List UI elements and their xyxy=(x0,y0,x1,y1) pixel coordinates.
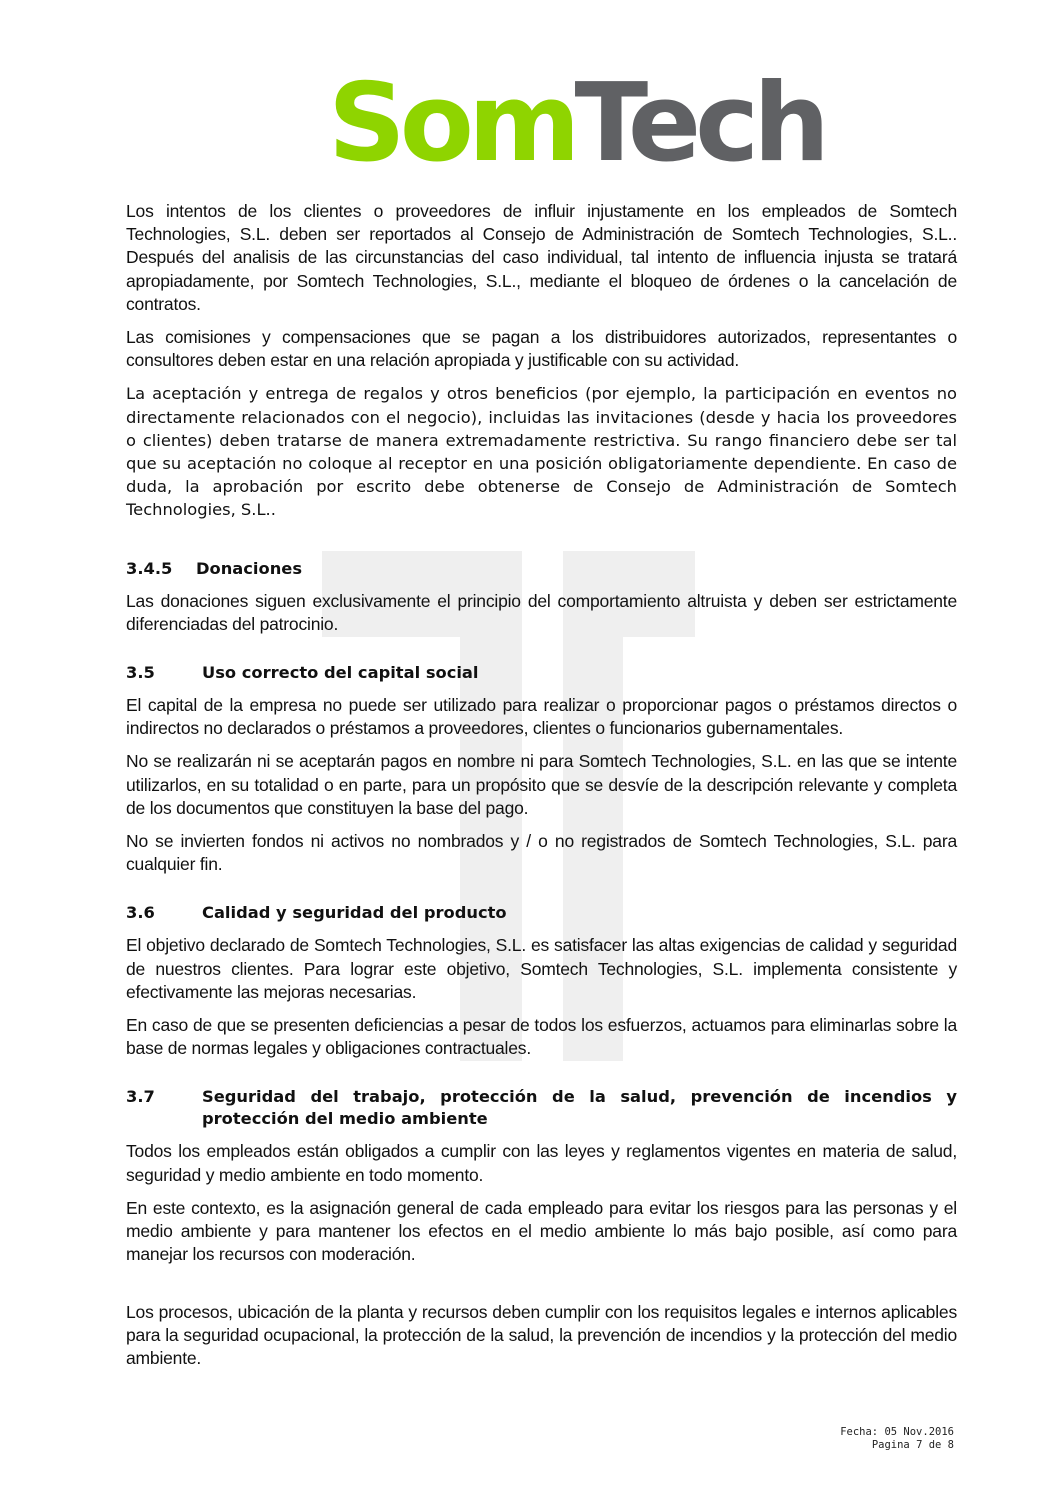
paragraph: No se invierten fondos ni activos no nombrados y / o no registrados de Somtech Technologies, S.L. para cualquier fin. xyxy=(126,831,957,875)
paragraph: No se realizarán ni se aceptarán pagos en nombre ni para Somtech Technologies, S.L. en las que se intente utilizarlos, en su totalidad o en parte, para un propósito que se desvíe de la descripción relevante y completa de los documentos que constituyen la base del pago. xyxy=(126,751,957,818)
footer-page-number: Pagina 7 de 8 xyxy=(871,1439,954,1451)
section-heading-3-7 xyxy=(126,1086,957,1130)
paragraph: Las donaciones siguen exclusivamente el principio del comportamiento altruista y deben ser estrictamente diferenciadas del patrocinio. xyxy=(126,590,957,634)
section-title: Seguridad del trabajo, protección de la salud, prevención de incendios y protección del medio ambiente xyxy=(202,1087,957,1129)
section-title: Calidad y seguridad del producto xyxy=(202,903,507,923)
paragraph: Las comisiones y compensaciones que se pagan a los distribuidores autorizados, representantes o consultores deben estar en una relación apropiada y justificable con su actividad. xyxy=(126,327,957,371)
somtech-logo xyxy=(328,61,824,186)
section-heading-3-5 xyxy=(126,662,957,684)
section-heading-3-6 xyxy=(126,902,957,924)
paragraph: El capital de la empresa no puede ser utilizado para realizar o proporcionar pagos o préstamos directos o indirectos no declarados o préstamos a proveedores, clientes o funcionarios gubernamentales. xyxy=(126,695,957,739)
document-body xyxy=(126,200,957,1380)
section-number: 3.4.5 xyxy=(126,558,173,578)
section-number: 3.7 xyxy=(126,1087,155,1107)
paragraph: Los intentos de los clientes o proveedores de influir injustamente en los empleados de Somtech Technologies, S.L. deben ser reportados al Consejo de Administración de Somtech Technologies, S.L.. Después del analisis de las circunstancias del caso individual, tal intento de influencia injusta se tratará apropiadamente, por Somtech Technologies, S.L., mediante el bloqueo de órdenes o la cancelación de contratos. xyxy=(126,201,957,314)
paragraph: En este contexto, es la asignación general de cada empleado para evitar los riesgos para las personas y el medio ambiente y para mantener los efectos en el medio ambiente lo más bajo posible, así como para manejar los recursos con moderación. xyxy=(126,1197,957,1265)
paragraph: La aceptación y entrega de regalos y otros beneficios (por ejemplo, la participación en eventos no directamente relacionados con el negocio), incluidas las invitaciones (desde y hacia los proveedores o clientes) deben tratarse de manera extremadamente restrictiva. Su rango financiero debe ser tal que su aceptación no coloque al receptor en una posición obligatoriamente dependiente. En caso de duda, la aprobación por escrito debe obtenerse de Consejo de Administración de Somtech Technologies, S.L.. xyxy=(126,384,957,520)
logo-som: Som xyxy=(328,61,575,186)
paragraph: Los procesos, ubicación de la planta y recursos deben cumplir con los requisitos legales e internos aplicables para la seguridad ocupacional, la protección de la salud, la prevención de incendios y la protección del medio ambiente. xyxy=(126,1301,957,1368)
paragraph: El objetivo declarado de Somtech Technologies, S.L. es satisfacer las altas exigencias de calidad y seguridad de nuestros clientes. Para lograr este objetivo, Somtech Technologies, S.L. implementa consistente y efectivamente las mejoras necesarias. xyxy=(126,935,957,1002)
page-footer xyxy=(840,1426,954,1452)
footer-date: Fecha: 05 Nov.2016 xyxy=(840,1426,954,1438)
logo-tech: Tech xyxy=(574,61,824,186)
section-number: 3.6 xyxy=(126,903,155,923)
section-title: Donaciones xyxy=(196,558,303,578)
paragraph: En caso de que se presenten deficiencias a pesar de todos los esfuerzos, actuamos para eliminarlas sobre la base de normas legales y obligaciones contractuales. xyxy=(126,1015,957,1059)
section-title: Uso correcto del capital social xyxy=(202,663,479,683)
paragraph: Todos los empleados están obligados a cumplir con las leyes y reglamentos vigentes en materia de salud, seguridad y medio ambiente en todo momento. xyxy=(126,1141,957,1185)
section-number: 3.5 xyxy=(126,663,155,683)
section-heading-3-4-5 xyxy=(126,558,957,580)
